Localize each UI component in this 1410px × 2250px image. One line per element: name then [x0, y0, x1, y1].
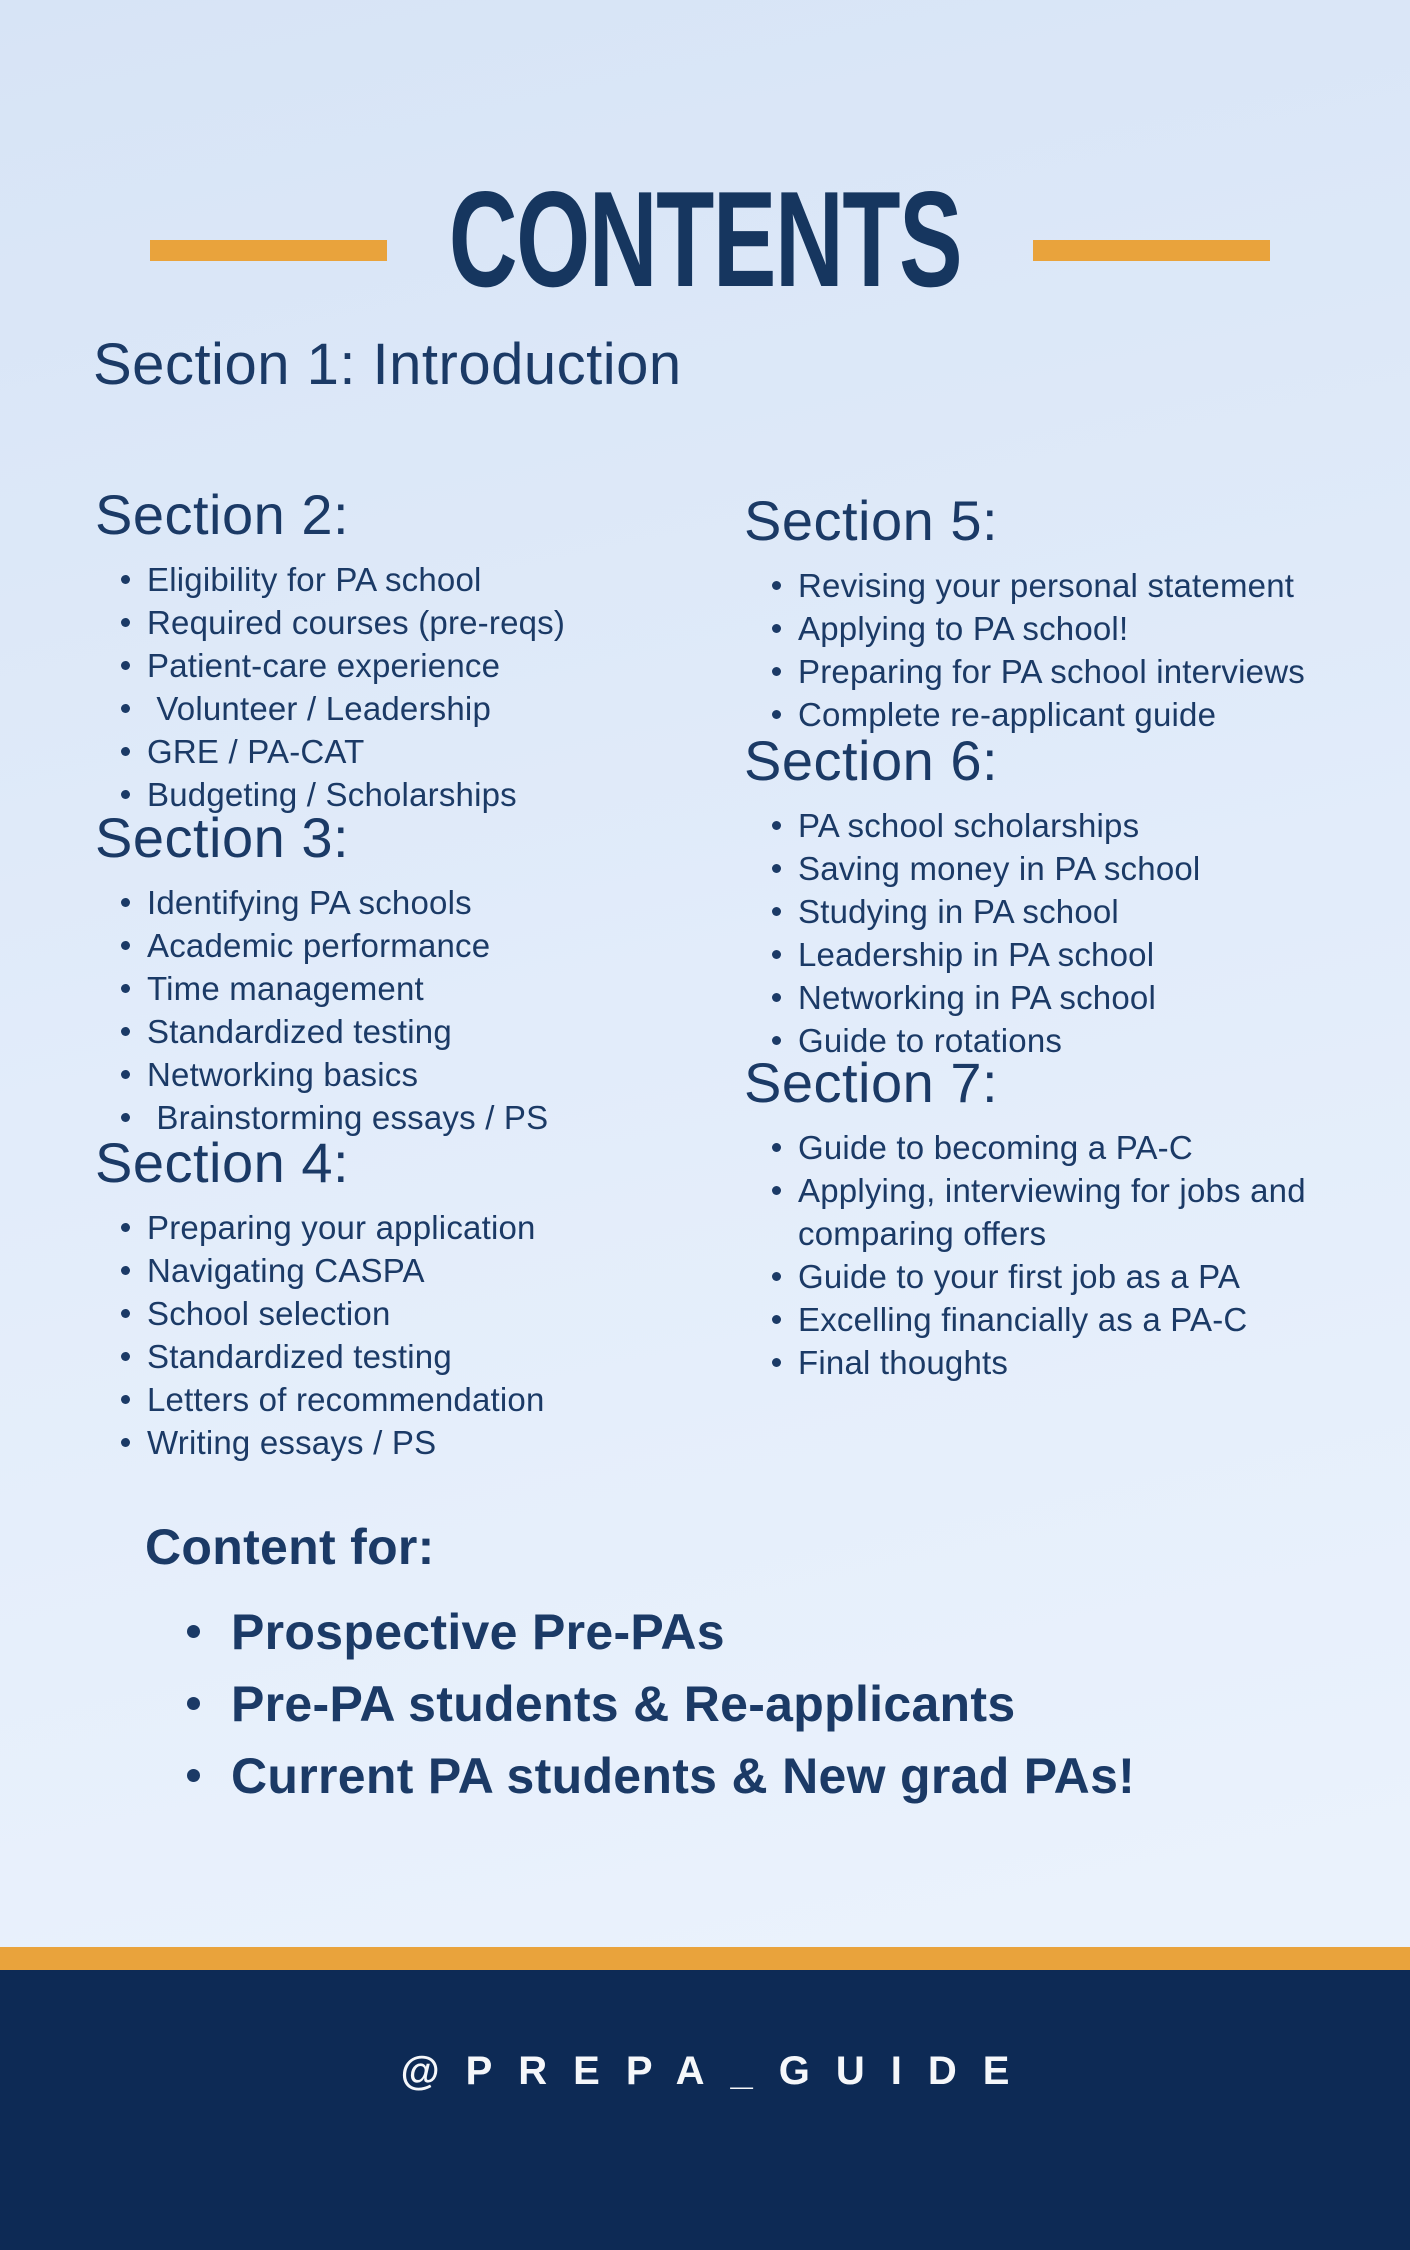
bullet-icon: [121, 1266, 130, 1275]
list-item: [95, 1378, 715, 1421]
list-item: [145, 1596, 1345, 1668]
list-item: [95, 1206, 715, 1249]
list-item-text: Complete re-applicant guide: [798, 696, 1217, 733]
bullet-icon: [121, 1113, 130, 1122]
section-3: [95, 803, 715, 1139]
list-item: [95, 1292, 715, 1335]
list-item: [744, 650, 1404, 693]
list-item-text: Identifying PA schools: [147, 884, 472, 921]
section-5-heading: Section 5:: [744, 489, 999, 552]
bullet-icon: [772, 581, 781, 590]
audience-heading: Content for:: [145, 1519, 435, 1575]
section-2: [95, 480, 715, 816]
list-item-text: Excelling financially as a PA-C: [798, 1301, 1248, 1338]
footer: [0, 1970, 1410, 2250]
list-item: [95, 1335, 715, 1378]
bullet-icon: [121, 1309, 130, 1318]
list-item: [95, 924, 715, 967]
list-item: [744, 847, 1404, 890]
section-3-item-list: [95, 881, 715, 1139]
list-item: [744, 804, 1404, 847]
bullet-icon: [121, 704, 130, 713]
bullet-icon: [772, 667, 781, 676]
list-item-text: Letters of recommendation: [147, 1381, 545, 1418]
bullet-icon: [187, 1769, 200, 1782]
list-item-text: Eligibility for PA school: [147, 561, 482, 598]
list-item-text: Writing essays / PS: [147, 1424, 437, 1461]
section-4: [95, 1128, 715, 1464]
section-7-item-list: [744, 1126, 1404, 1384]
list-item: [744, 1341, 1404, 1384]
bullet-icon: [121, 1223, 130, 1232]
list-item-text: Volunteer / Leadership: [147, 690, 492, 727]
bullet-icon: [772, 950, 781, 959]
bullet-icon: [121, 747, 130, 756]
list-item-text: Applying to PA school!: [798, 610, 1129, 647]
list-item-text: GRE / PA-CAT: [147, 733, 365, 770]
list-item: [95, 687, 715, 730]
section-6-item-list: [744, 804, 1404, 1062]
list-item-text: Guide to your first job as a PA: [798, 1258, 1241, 1295]
bullet-icon: [121, 1070, 130, 1079]
bullet-icon: [772, 907, 781, 916]
list-item: [744, 1169, 1404, 1255]
bullet-icon: [121, 1395, 130, 1404]
title-accent-bar-right: [1033, 240, 1270, 261]
list-item-text: Standardized testing: [147, 1013, 452, 1050]
section-6-heading: Section 6:: [744, 729, 999, 792]
section-6: [744, 726, 1404, 1062]
bullet-icon: [187, 1625, 200, 1638]
section-4-heading: Section 4:: [95, 1131, 350, 1194]
list-item-text: Pre-PA students & Re-applicants: [231, 1676, 1016, 1732]
list-item-text: Brainstorming essays / PS: [147, 1099, 549, 1136]
list-item: [95, 881, 715, 924]
bullet-icon: [121, 575, 130, 584]
list-item: [744, 976, 1404, 1019]
footer-accent-bar: [0, 1947, 1410, 1970]
bullet-icon: [121, 941, 130, 950]
section-2-heading: Section 2:: [95, 483, 350, 546]
page-title: [0, 163, 1410, 315]
list-item-text: PA school scholarships: [798, 807, 1140, 844]
list-item: [95, 644, 715, 687]
bullet-icon: [121, 1438, 130, 1447]
social-handle: @PREPA_GUIDE: [400, 2049, 1036, 2093]
bullet-icon: [772, 1358, 781, 1367]
list-item: [744, 933, 1404, 976]
bullet-icon: [121, 618, 130, 627]
list-item-text: Leadership in PA school: [798, 936, 1155, 973]
list-item-text: Guide to rotations: [798, 1022, 1063, 1059]
list-item: [744, 1255, 1404, 1298]
list-item-text: Required courses (pre-reqs): [147, 604, 566, 641]
list-item: [744, 1126, 1404, 1169]
list-item-text: Time management: [147, 970, 424, 1007]
list-item: [95, 1053, 715, 1096]
bullet-icon: [772, 1272, 781, 1281]
list-item: [95, 1010, 715, 1053]
list-item-text: Academic performance: [147, 927, 491, 964]
bullet-icon: [772, 1036, 781, 1045]
bullet-icon: [121, 1352, 130, 1361]
list-item: [95, 1421, 715, 1464]
list-item: [145, 1740, 1345, 1812]
section-5-item-list: [744, 564, 1404, 736]
section-4-item-list: [95, 1206, 715, 1464]
section-7-heading: Section 7:: [744, 1051, 999, 1114]
list-item-text: Guide to becoming a PA-C: [798, 1129, 1193, 1166]
bullet-icon: [772, 1143, 781, 1152]
section-2-item-list: [95, 558, 715, 816]
page-title-text: CONTENTS: [448, 163, 962, 315]
list-item: [145, 1668, 1345, 1740]
list-item: [744, 564, 1404, 607]
bullet-icon: [772, 1186, 781, 1195]
list-item-text: School selection: [147, 1295, 391, 1332]
section-1-heading: Section 1: Introduction: [93, 332, 682, 397]
list-item: [95, 1249, 715, 1292]
bullet-icon: [121, 1027, 130, 1036]
list-item-text: Networking in PA school: [798, 979, 1156, 1016]
list-item-text: Networking basics: [147, 1056, 419, 1093]
list-item-text: Current PA students & New grad PAs!: [231, 1748, 1136, 1804]
list-item: [95, 601, 715, 644]
list-item-text: Preparing your application: [147, 1209, 536, 1246]
bullet-icon: [772, 993, 781, 1002]
bullet-icon: [121, 661, 130, 670]
section-5: [744, 486, 1404, 736]
list-item: [95, 967, 715, 1010]
bullet-icon: [772, 864, 781, 873]
list-item: [95, 730, 715, 773]
list-item: [744, 607, 1404, 650]
audience-block: [145, 1517, 1345, 1812]
list-item-text: Applying, interviewing for jobs and comparing offers: [798, 1172, 1316, 1252]
list-item: [744, 890, 1404, 933]
list-item-text: Standardized testing: [147, 1338, 452, 1375]
audience-item-list: [145, 1596, 1345, 1812]
bullet-icon: [772, 1315, 781, 1324]
bullet-icon: [772, 710, 781, 719]
list-item-text: Prospective Pre-PAs: [231, 1604, 725, 1660]
list-item-text: Final thoughts: [798, 1344, 1009, 1381]
bullet-icon: [772, 624, 781, 633]
list-item-text: Saving money in PA school: [798, 850, 1201, 887]
list-item: [744, 1298, 1404, 1341]
bullet-icon: [121, 898, 130, 907]
list-item-text: Studying in PA school: [798, 893, 1119, 930]
list-item-text: Preparing for PA school interviews: [798, 653, 1305, 690]
list-item-text: Revising your personal statement: [798, 567, 1295, 604]
list-item-text: Patient-care experience: [147, 647, 501, 684]
list-item-text: Navigating CASPA: [147, 1252, 425, 1289]
bullet-icon: [121, 790, 130, 799]
section-3-heading: Section 3:: [95, 806, 350, 869]
bullet-icon: [121, 984, 130, 993]
bullet-icon: [772, 821, 781, 830]
list-item-text: Budgeting / Scholarships: [147, 776, 517, 813]
bullet-icon: [187, 1697, 200, 1710]
list-item: [95, 558, 715, 601]
section-7: [744, 1048, 1404, 1384]
